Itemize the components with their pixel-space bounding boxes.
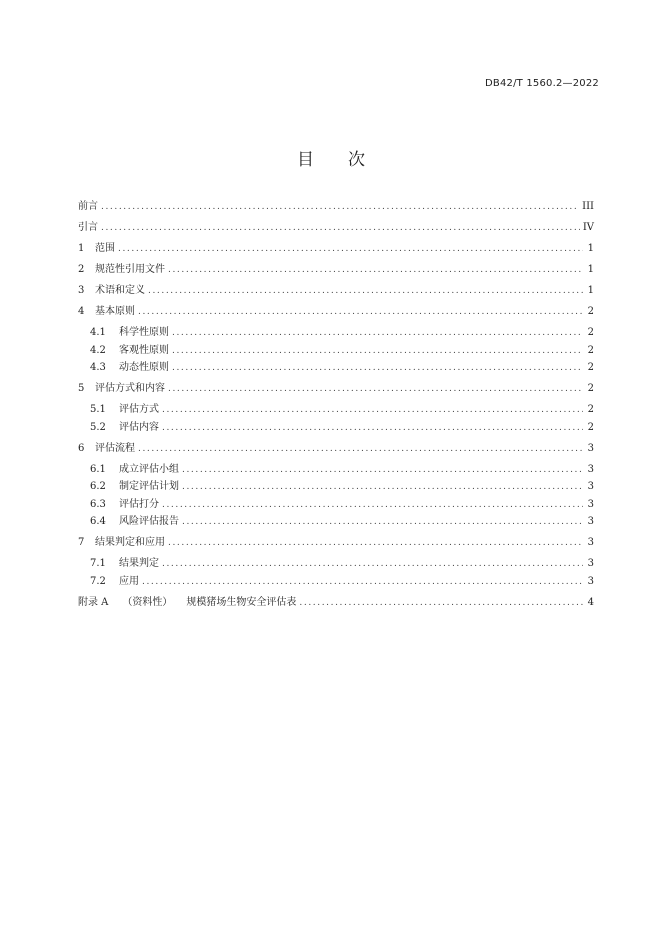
toc-leader-dots [148,284,583,298]
toc-leader-dots [168,536,583,550]
toc-entry-number: 7.2 [90,575,106,587]
toc-leader-dots [138,442,583,456]
toc-leader-dots [142,575,583,589]
toc-leader-dots [182,515,583,529]
toc-leader-dots [182,480,583,494]
toc-entry-6-3[interactable] [78,498,594,516]
toc-entry-7-1[interactable] [78,557,594,575]
toc-leader-dots [162,421,583,435]
toc-entry-number: 4.3 [90,362,106,373]
toc-entry-page: 3 [587,537,594,548]
toc-leader-dots [172,361,583,375]
toc-entry-4[interactable] [78,305,594,323]
toc-entry-label: 风险评估报告 [119,516,179,527]
toc-leader-dots [168,263,583,277]
toc-entry-page: 2 [587,362,594,373]
toc-entry-appendix-a[interactable] [78,596,594,614]
toc-entry-number: 3 [78,285,85,296]
toc-entry-number: 5 [78,383,85,394]
toc-entry-page: 1 [587,264,594,275]
toc-entry-label: 制定评估计划 [119,481,179,492]
toc-entry-page: 3 [587,516,594,527]
toc-entry-label: 基本原则 [95,306,135,317]
toc-entry-label: 范围 [95,243,115,254]
toc-entry-introduction[interactable] [78,221,594,239]
toc-entry-number: 5.2 [90,421,106,433]
toc-entry-page: 3 [587,498,594,510]
toc-entry-label: 规范性引用文件 [95,264,165,275]
toc-entry-7[interactable] [78,536,594,554]
toc-appendix-nature: （资料性） [122,596,173,608]
toc-entry-page: IV [582,222,594,233]
toc-entry-label: 评估方式和内容 [95,383,165,394]
toc-appendix-number: 附录 A [78,596,109,608]
toc-entry-label: 引言 [78,222,98,233]
toc-entry-page: 1 [587,285,594,296]
toc-leader-dots [162,498,583,512]
toc-leader-dots [299,596,583,610]
toc-entry-label: 应用 [119,575,139,587]
toc-appendix-label: 规模猪场生物安全评估表 [186,596,297,608]
toc-entry-number: 6.1 [90,463,106,475]
toc-entry-2[interactable] [78,263,594,281]
toc-entry-number: 4 [78,306,85,317]
toc-entry-number: 1 [78,243,85,254]
toc-entry-page: 3 [587,575,594,587]
toc-leader-dots [101,221,580,235]
toc-entry-6-1[interactable] [78,463,594,481]
toc-entry-5-1[interactable] [78,403,594,421]
toc-entry-page: 3 [587,558,594,569]
table-of-contents [78,200,594,613]
page-title [0,145,662,170]
toc-entry-number: 4.1 [90,327,106,338]
toc-entry-label: 评估打分 [119,498,159,510]
toc-entry-label: 评估流程 [95,442,135,454]
toc-entry-page: 2 [587,383,594,394]
toc-entry-page: III [582,201,594,212]
document-code: DB42/T 1560.2—2022 [485,78,599,89]
toc-entry-page: 3 [587,442,594,454]
toc-entry-page: 4 [587,596,594,608]
toc-leader-dots [162,557,583,571]
toc-entry-1[interactable] [78,242,594,260]
toc-entry-6-2[interactable] [78,480,594,498]
toc-entry-page: 3 [587,481,594,492]
toc-entry-label: 评估内容 [119,421,159,433]
toc-entry-label: 结果判定和应用 [95,537,165,548]
toc-entry-label: 术语和定义 [95,285,145,296]
toc-entry-page: 2 [587,306,594,317]
toc-entry-page: 1 [587,243,594,254]
toc-entry-number: 2 [78,264,85,275]
toc-entry-label: 结果判定 [119,558,159,569]
toc-entry-number: 6.3 [90,498,106,510]
toc-entry-label: 成立评估小组 [119,463,179,475]
toc-entry-number: 6 [78,442,85,454]
toc-entry-label: 客观性原则 [119,344,169,356]
toc-entry-number: 6.4 [90,516,106,527]
toc-entry-page: 2 [587,327,594,338]
toc-entry-4-2[interactable] [78,344,594,362]
toc-entry-7-2[interactable] [78,575,594,593]
toc-leader-dots [138,305,583,319]
toc-leader-dots [162,403,583,417]
toc-entry-label: 动态性原则 [119,362,169,373]
toc-leader-dots [101,200,579,214]
toc-entry-label: 评估方式 [119,404,159,415]
toc-entry-page: 2 [587,404,594,415]
toc-entry-foreword[interactable] [78,200,594,218]
toc-entry-number: 7.1 [90,558,106,569]
toc-entry-4-1[interactable] [78,326,594,344]
toc-entry-page: 3 [587,463,594,475]
toc-entry-6[interactable] [78,442,594,460]
toc-leader-dots [118,242,583,256]
toc-leader-dots [168,382,583,396]
toc-entry-page: 2 [587,421,594,433]
toc-leader-dots [172,344,583,358]
toc-leader-dots [172,326,583,340]
toc-entry-number: 7 [78,537,85,548]
toc-entry-6-4[interactable] [78,515,594,533]
toc-leader-dots [182,463,583,477]
toc-entry-3[interactable] [78,284,594,302]
toc-entry-5-2[interactable] [78,421,594,439]
toc-entry-label: 前言 [78,201,98,212]
toc-entry-label: 科学性原则 [119,327,169,338]
toc-entry-number: 4.2 [90,344,106,356]
toc-entry-number: 6.2 [90,481,106,492]
toc-entry-5[interactable] [78,382,594,400]
toc-entry-page: 2 [587,344,594,356]
title-char-1: 目 [297,150,314,170]
toc-entry-number: 5.1 [90,404,106,415]
title-char-2: 次 [348,150,365,170]
toc-entry-4-3[interactable] [78,361,594,379]
